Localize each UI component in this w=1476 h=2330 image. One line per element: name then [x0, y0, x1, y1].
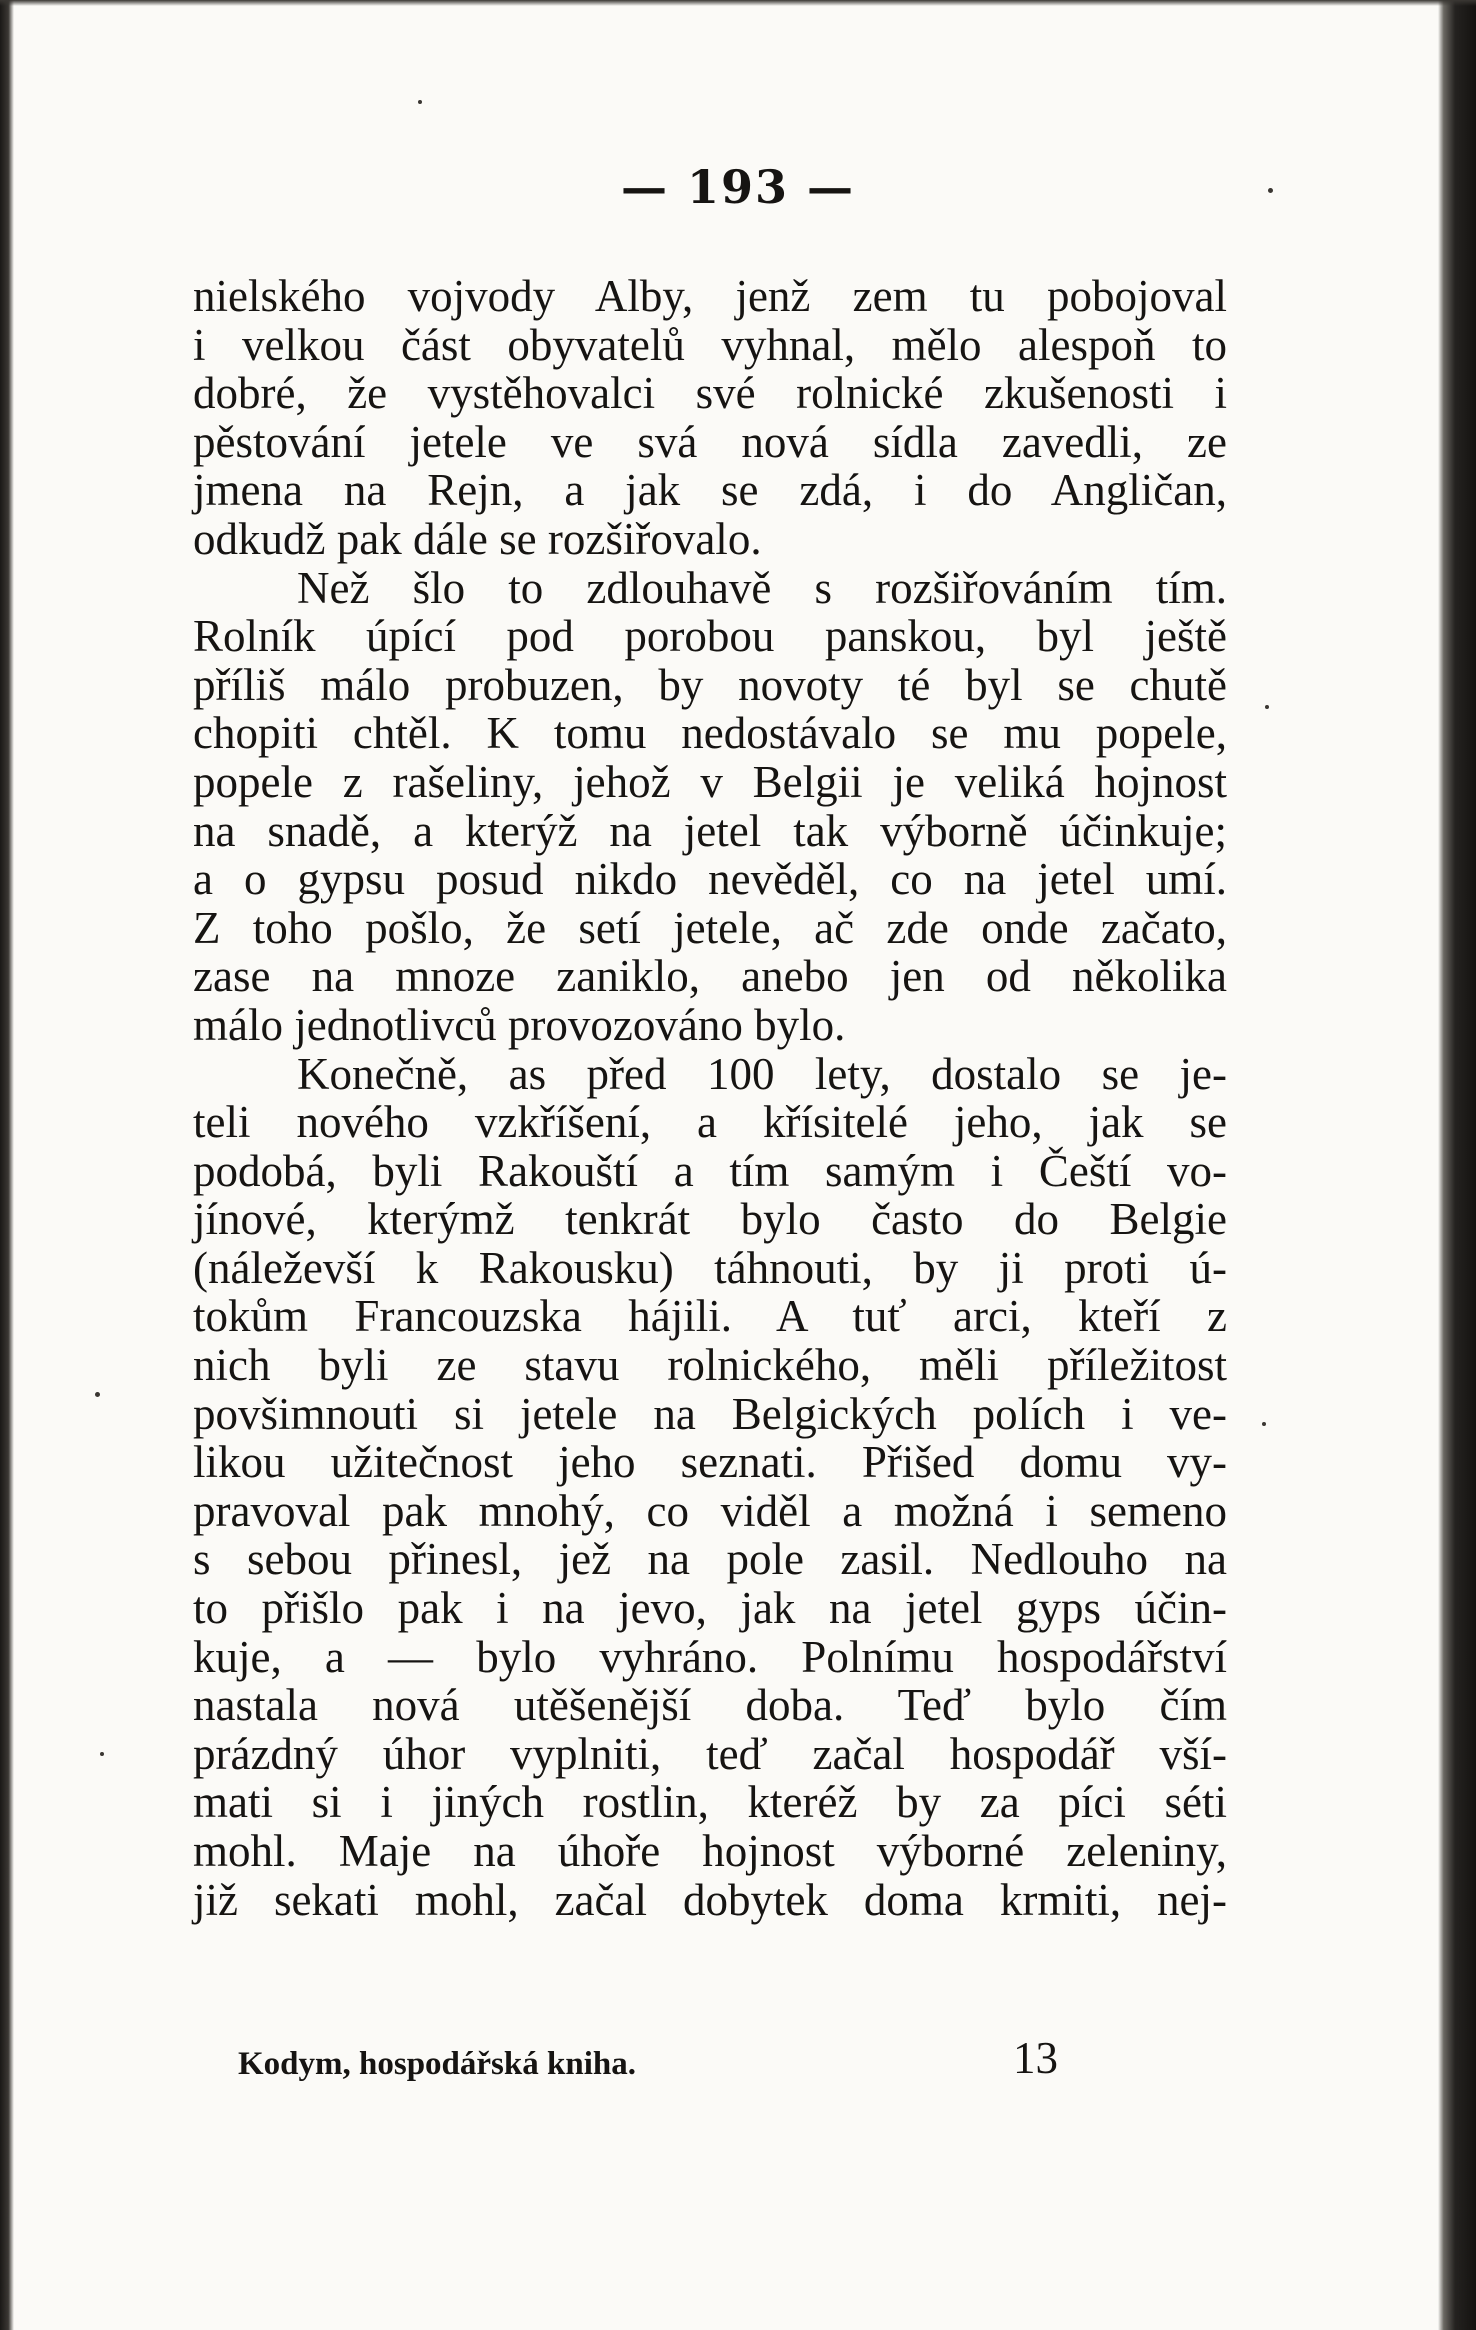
scan-speck: [1262, 1422, 1266, 1426]
text-line: a o gypsu posud nikdo nevěděl, co na jetel umí.: [193, 854, 1227, 905]
scan-speck: [1268, 188, 1273, 193]
text-line: kuje, a — bylo vyhráno. Polnímu hospodářství: [193, 1631, 1227, 1682]
text-line: i velkou část obyvatelů vyhnal, mělo alespoň to: [193, 319, 1227, 370]
text-line: teli nového vzkříšení, a křísitelé jeho, jak se: [193, 1097, 1227, 1148]
footer-book-title: Kodym, hospodářská kniha.: [238, 2046, 636, 2082]
text-line: Rolník úpící pod porobou panskou, byl ještě: [193, 611, 1227, 662]
page-number-header: — 193 —: [620, 160, 856, 214]
text-line: popele z rašeliny, jehož v Belgii je veliká hojnost: [193, 756, 1227, 807]
text-line: nastala nová utěšenější doba. Teď bylo čím: [193, 1680, 1227, 1731]
text-line: povšimnouti si jetele na Belgických polích i ve-: [193, 1388, 1227, 1439]
text-line: likou užitečnost jeho seznati. Přišed domu vy-: [193, 1437, 1227, 1488]
text-line: chopiti chtěl. K tomu nedostávalo se mu popele,: [193, 708, 1227, 759]
text-line: Konečně, as před 100 lety, dostalo se je-: [297, 1048, 1227, 1099]
text-line: na snadě, a kterýž na jetel tak výborně účinkuje;: [193, 805, 1227, 856]
text-line: podobá, byli Rakouští a tím samým i Čeští vo-: [193, 1145, 1227, 1196]
text-line: nielského vojvody Alby, jenž zem tu pobojoval: [193, 271, 1227, 321]
scan-edge-right: [1438, 0, 1476, 2330]
text-line: jmena na Rejn, a jak se zdá, i do Angličan,: [193, 465, 1227, 516]
text-line: příliš málo probuzen, by novoty té byl se chutě: [193, 659, 1227, 710]
text-line: zase na mnoze zaniklo, anebo jen od několika: [193, 951, 1227, 1002]
text-line: již sekati mohl, začal dobytek doma krmiti, nej-: [193, 1874, 1227, 1925]
scan-speck: [1265, 705, 1269, 709]
text-line: mohl. Maje na úhoře hojnost výborné zeleniny,: [193, 1826, 1227, 1876]
text-line: dobré, že vystěhovalci své rolnické zkušenosti i: [193, 368, 1227, 419]
scan-speck: [95, 1392, 100, 1397]
text-line: pěstování jetele ve svá nová sídla zavedli, ze: [193, 416, 1227, 467]
scan-edge-left: [0, 0, 14, 2330]
text-line: s sebou přinesl, jež na pole zasil. Nedlouho na: [193, 1534, 1227, 1585]
text-line: nich byli ze stavu rolnického, měli příležitost: [193, 1340, 1227, 1391]
footer-signature-number: 13: [1013, 2033, 1058, 2083]
text-line: pravoval pak mnohý, co viděl a možná i semeno: [193, 1485, 1227, 1536]
text-line: málo jednotlivců provozováno bylo.: [193, 999, 846, 1050]
text-line: Než šlo to zdlouhavě s rozšiřováním tím.: [297, 562, 1227, 613]
scan-speck: [418, 100, 422, 104]
text-line: tokům Francouzska hájili. A tuť arci, kteří z: [193, 1291, 1227, 1342]
body-text: [193, 272, 1227, 1924]
text-line: jínové, kterýmž tenkrát bylo často do Belgie: [193, 1194, 1227, 1245]
page-footer: [238, 2032, 1058, 2088]
text-line: prázdný úhor vyplniti, teď začal hospodář vší-: [193, 1728, 1227, 1779]
text-line: odkudž pak dále se rozšiřovalo.: [193, 513, 762, 564]
scan-speck: [100, 1752, 104, 1756]
scan-edge-top: [0, 0, 1476, 6]
text-line: mati si i jiných rostlin, kteréž by za píci séti: [193, 1777, 1227, 1828]
text-line: Z toho pošlo, že setí jetele, ač zde onde začato,: [193, 902, 1227, 953]
text-line: to přišlo pak i na jevo, jak na jetel gyps účin-: [193, 1583, 1227, 1634]
text-line: (náleževší k Rakousku) táhnouti, by ji proti ú-: [193, 1242, 1227, 1293]
